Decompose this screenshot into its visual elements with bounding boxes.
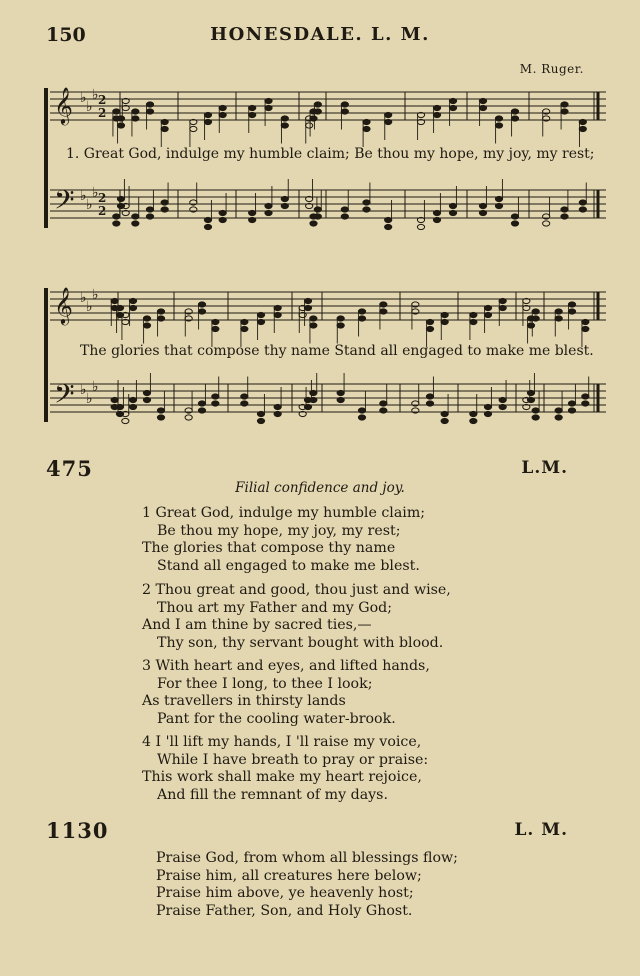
note-head [441, 418, 448, 423]
note-head [470, 312, 477, 317]
system-1-lyric: 1. Great God, indulge my humble claim; Be thou my hope, my joy, my rest; [66, 146, 595, 162]
note-head [204, 119, 211, 124]
note-head [146, 109, 153, 114]
note-head [116, 312, 123, 317]
note-head [241, 319, 248, 324]
note-head [212, 394, 219, 399]
note-head [143, 323, 150, 328]
flat-sign: ♭ [80, 188, 87, 204]
note-head [527, 390, 534, 395]
note-head [495, 203, 502, 208]
note-head [527, 323, 534, 328]
note-head [561, 102, 568, 107]
note-head [219, 210, 226, 215]
note-head [433, 112, 440, 117]
note-head [337, 323, 344, 328]
note-head [274, 305, 281, 310]
note-head [304, 298, 311, 303]
note-head [117, 203, 124, 208]
time-signature: 2 [98, 191, 107, 205]
verse-line: And I am thine by sacred ties,— [142, 617, 372, 633]
flat-sign: ♭ [86, 99, 93, 115]
verse-line: 3 With heart and eyes, and lifted hands, [142, 658, 430, 674]
note-head [426, 319, 433, 324]
note-head [274, 312, 281, 317]
flat-sign: ♭ [92, 87, 99, 103]
note-head [204, 112, 211, 117]
note-head [281, 196, 288, 201]
composer-name: M. Ruger. [519, 62, 584, 76]
note-head [499, 298, 506, 303]
note-head [161, 207, 168, 212]
note-head [484, 312, 491, 317]
note-head [341, 207, 348, 212]
note-head [511, 221, 518, 226]
note-head [555, 408, 562, 413]
note-head [579, 207, 586, 212]
note-head [470, 418, 477, 423]
note-head [341, 109, 348, 114]
note-head [314, 214, 321, 219]
note-head [337, 316, 344, 321]
note-head [204, 224, 211, 229]
note-head [113, 221, 120, 226]
verse-line: For thee I long, to thee I look; [157, 675, 373, 692]
note-head [129, 305, 136, 310]
note-head [117, 196, 124, 201]
note-head [310, 323, 317, 328]
note-head [157, 408, 164, 413]
note-head [441, 411, 448, 416]
note-head [532, 408, 539, 413]
flat-sign: ♭ [80, 290, 87, 306]
note-head [449, 98, 456, 103]
note-head [582, 401, 589, 406]
note-head [484, 411, 491, 416]
note-head [582, 319, 589, 324]
note-head [265, 98, 272, 103]
flat-sign: ♭ [86, 299, 93, 315]
note-head [129, 404, 136, 409]
note-head [470, 319, 477, 324]
note-head [310, 116, 317, 121]
verse-line: While I have breath to pray or praise: [157, 751, 429, 768]
note-head [380, 408, 387, 413]
note-head [479, 210, 486, 215]
note-head [555, 415, 562, 420]
note-head [582, 394, 589, 399]
note-head [449, 105, 456, 110]
note-head [204, 217, 211, 222]
note-head [157, 415, 164, 420]
verse-line: As travellers in thirsty lands [142, 693, 346, 709]
time-signature: 2 [98, 204, 107, 218]
note-head [579, 200, 586, 205]
verse-line: Thy son, thy servant bought with blood. [157, 634, 444, 651]
note-head [143, 397, 150, 402]
note-head [111, 298, 118, 303]
note-head [111, 397, 118, 402]
note-head [495, 116, 502, 121]
note-head [433, 105, 440, 110]
note-head [441, 319, 448, 324]
note-head [363, 200, 370, 205]
note-head [380, 302, 387, 307]
stanza-2 [142, 582, 451, 652]
note-head [249, 105, 256, 110]
note-head [426, 401, 433, 406]
note-head [310, 221, 317, 226]
note-head [161, 119, 168, 124]
note-head [499, 397, 506, 402]
note-head [582, 326, 589, 331]
note-head [304, 305, 311, 310]
note-head [116, 411, 123, 416]
note-head [198, 408, 205, 413]
verse-line: Thou art my Father and my God; [157, 599, 392, 616]
note-head [484, 305, 491, 310]
note-head [249, 217, 256, 222]
note-head [341, 214, 348, 219]
verse-line: The glories that compose thy name [142, 540, 396, 556]
note-head [555, 309, 562, 314]
note-head [257, 418, 264, 423]
note-head [479, 98, 486, 103]
note-head [314, 102, 321, 107]
treble-clef: 𝄞 [54, 86, 73, 124]
note-head [241, 401, 248, 406]
time-signature: 2 [98, 106, 107, 120]
flat-sign: ♭ [80, 382, 87, 398]
note-head [579, 119, 586, 124]
note-head [358, 316, 365, 321]
note-head [380, 309, 387, 314]
hymn-475-meter: L.M. [521, 458, 568, 478]
note-head [143, 390, 150, 395]
note-head [113, 116, 120, 121]
verse-line: Stand all engaged to make me blest. [157, 557, 420, 574]
treble-clef: 𝄞 [54, 286, 73, 324]
note-head [449, 203, 456, 208]
note-head [257, 411, 264, 416]
note-head [113, 109, 120, 114]
note-head [111, 305, 118, 310]
note-head [385, 112, 392, 117]
stanza-3 [142, 658, 430, 728]
note-head [568, 302, 575, 307]
note-head [304, 404, 311, 409]
note-head [479, 203, 486, 208]
hymn-1130-meter: L. M. [514, 820, 568, 840]
note-head [241, 326, 248, 331]
note-head [363, 207, 370, 212]
note-head [129, 397, 136, 402]
note-head [433, 217, 440, 222]
flat-sign: ♭ [92, 185, 99, 201]
note-head [198, 302, 205, 307]
note-head [358, 408, 365, 413]
note-head [281, 123, 288, 128]
note-head [185, 415, 192, 420]
note-head [265, 105, 272, 110]
bass-clef: 𝄢 [54, 184, 75, 222]
flat-sign: ♭ [86, 391, 93, 407]
note-head [274, 411, 281, 416]
note-head [527, 397, 534, 402]
flat-sign: ♭ [92, 379, 99, 395]
verse-line: 2 Thou great and good, thou just and wise, [142, 582, 451, 598]
note-head [257, 312, 264, 317]
note-head [358, 415, 365, 420]
verse-line: Pant for the cooling water-brook. [157, 710, 396, 727]
note-head [495, 123, 502, 128]
hymn-1130-number: 1130 [46, 818, 109, 843]
note-head [117, 123, 124, 128]
verse-line: Praise God, from whom all blessings flow; [156, 850, 458, 866]
note-head [363, 119, 370, 124]
note-head [441, 312, 448, 317]
note-head [132, 214, 139, 219]
note-head [219, 112, 226, 117]
note-head [143, 316, 150, 321]
note-head [314, 207, 321, 212]
system-bracket [44, 288, 48, 422]
note-head [433, 210, 440, 215]
note-head [358, 309, 365, 314]
note-head [122, 418, 129, 423]
verse-line: Praise Father, Son, and Holy Ghost. [156, 902, 413, 919]
note-head [257, 319, 264, 324]
note-head [380, 401, 387, 406]
doxology [156, 850, 458, 920]
note-head [470, 411, 477, 416]
verse-line: Praise him above, ye heavenly host; [156, 885, 414, 901]
music-score [0, 0, 640, 440]
stanza-1 [142, 505, 425, 575]
note-head [281, 116, 288, 121]
note-head [337, 397, 344, 402]
note-head [314, 109, 321, 114]
note-head [511, 116, 518, 121]
note-head [212, 401, 219, 406]
note-head [113, 214, 120, 219]
stanza-4 [142, 734, 428, 804]
note-head [495, 196, 502, 201]
note-head [132, 221, 139, 226]
note-head [555, 316, 562, 321]
note-head [385, 224, 392, 229]
note-head [363, 126, 370, 131]
note-head [198, 309, 205, 314]
note-head [511, 214, 518, 219]
page-number: 150 [46, 24, 86, 46]
time-signature: 2 [98, 93, 107, 107]
note-head [212, 326, 219, 331]
note-head [426, 326, 433, 331]
system-2-lyric: The glories that compose thy name Stand all engaged to make me blest. [80, 343, 594, 359]
note-head [157, 309, 164, 314]
note-head [532, 316, 539, 321]
note-head [479, 105, 486, 110]
note-head [561, 207, 568, 212]
note-head [341, 102, 348, 107]
note-head [579, 126, 586, 131]
bass-clef: 𝄢 [54, 378, 75, 416]
note-head [561, 214, 568, 219]
note-head [157, 316, 164, 321]
note-head [511, 109, 518, 114]
note-head [190, 126, 197, 131]
note-head [543, 221, 550, 226]
note-head [385, 217, 392, 222]
verse-line: This work shall make my heart rejoice, [142, 769, 422, 785]
flat-sign: ♭ [86, 197, 93, 213]
flat-sign: ♭ [80, 90, 87, 106]
note-head [219, 105, 226, 110]
note-head [385, 119, 392, 124]
note-head [484, 404, 491, 409]
note-head [219, 217, 226, 222]
verse-line: Praise him, all creatures here below; [156, 867, 422, 884]
note-head [532, 309, 539, 314]
note-head [337, 390, 344, 395]
note-head [212, 319, 219, 324]
note-head [249, 112, 256, 117]
hymn-475-number: 475 [46, 456, 93, 481]
note-head [146, 102, 153, 107]
note-head [499, 305, 506, 310]
note-head [281, 203, 288, 208]
note-head [265, 210, 272, 215]
note-head [249, 210, 256, 215]
note-head [274, 404, 281, 409]
note-head [426, 394, 433, 399]
note-head [132, 109, 139, 114]
note-head [146, 214, 153, 219]
note-head [561, 109, 568, 114]
note-head [532, 415, 539, 420]
verse-line: Be thou my hope, my joy, my rest; [157, 522, 401, 539]
note-head [310, 397, 317, 402]
verse-line: 4 I 'll lift my hands, I 'll raise my voice, [142, 734, 422, 750]
note-head [568, 408, 575, 413]
note-head [306, 123, 313, 128]
note-head [310, 316, 317, 321]
note-head [161, 126, 168, 131]
tune-title: HONESDALE. L. M. [210, 24, 430, 45]
note-head [161, 200, 168, 205]
note-head [241, 394, 248, 399]
note-head [310, 390, 317, 395]
verse-line: And fill the remnant of my days. [157, 786, 388, 803]
note-head [111, 404, 118, 409]
note-head [568, 401, 575, 406]
note-head [417, 224, 424, 229]
note-head [449, 210, 456, 215]
flat-sign: ♭ [92, 287, 99, 303]
note-head [129, 298, 136, 303]
note-head [568, 309, 575, 314]
verse-line: 1 Great God, indulge my humble claim; [142, 505, 426, 521]
note-head [265, 203, 272, 208]
note-head [132, 116, 139, 121]
note-head [198, 401, 205, 406]
hymn-475-title: Filial confidence and joy. [235, 480, 405, 496]
note-head [499, 404, 506, 409]
note-head [146, 207, 153, 212]
system-bracket [44, 88, 48, 228]
